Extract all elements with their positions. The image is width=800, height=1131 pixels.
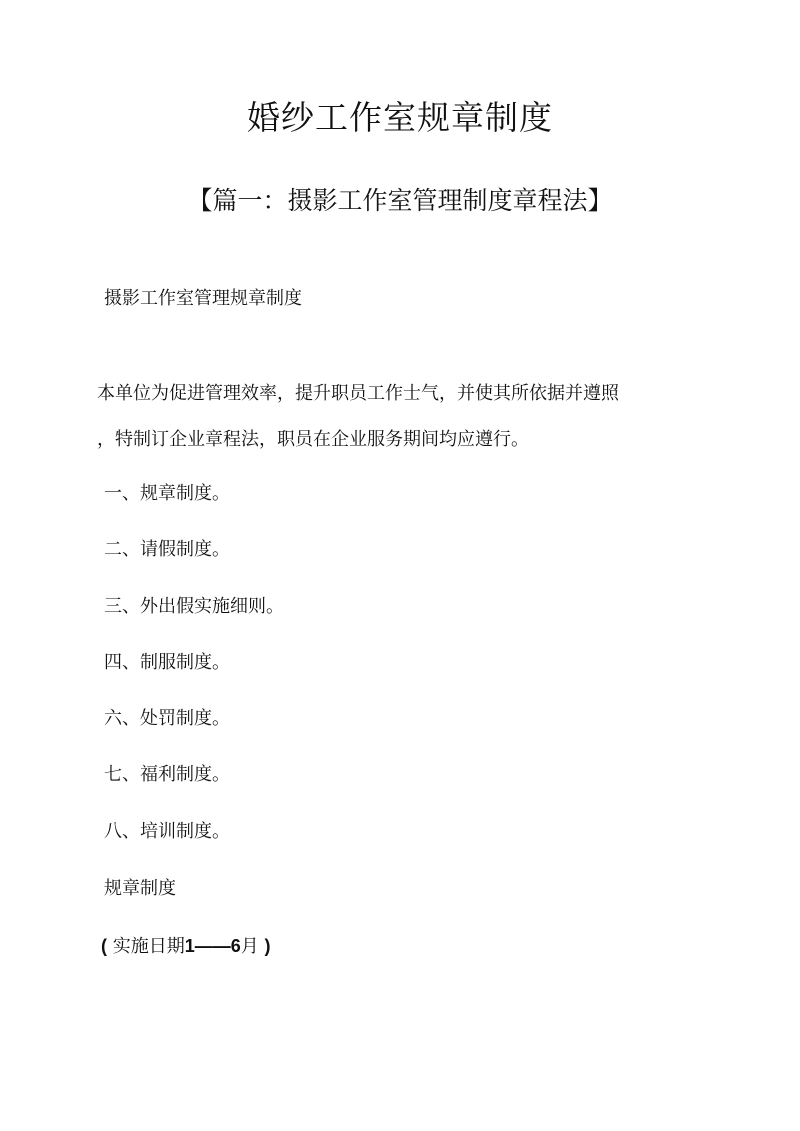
list-item: 二、请假制度。 (104, 539, 230, 561)
list-item: 六、处罚制度。 (104, 708, 230, 730)
document-title: 婚纱工作室规章制度 (247, 98, 553, 137)
rules-list (104, 481, 284, 875)
list-item: 八、培训制度。 (104, 820, 230, 842)
list-item: 七、福利制度。 (104, 764, 230, 786)
intro-paragraph-line-2: ，特制订企业章程法，职员在企业服务期间均应遵行。 (97, 429, 529, 450)
document-subtitle: 【篇一：摄影工作室管理制度章程法】 (187, 186, 613, 215)
effective-date-line (101, 933, 271, 960)
date-unit: 月 (240, 936, 259, 957)
section-heading: 摄影工作室管理规章制度 (104, 288, 302, 309)
list-item: 三、外出假实施细则。 (104, 595, 284, 617)
open-paren: ( (101, 936, 107, 956)
date-label: 实施日期 (112, 936, 185, 957)
close-paren: ) (264, 936, 271, 956)
intro-paragraph-line-1: 本单位为促进管理效率，提升职员工作士气，并使其所依据并遵照 (97, 383, 619, 404)
date-range: 1——6 (184, 936, 241, 956)
list-item: 一、规章制度。 (104, 483, 230, 504)
list-item: 四、制服制度。 (104, 651, 230, 673)
sub-heading: 规章制度 (104, 878, 176, 899)
